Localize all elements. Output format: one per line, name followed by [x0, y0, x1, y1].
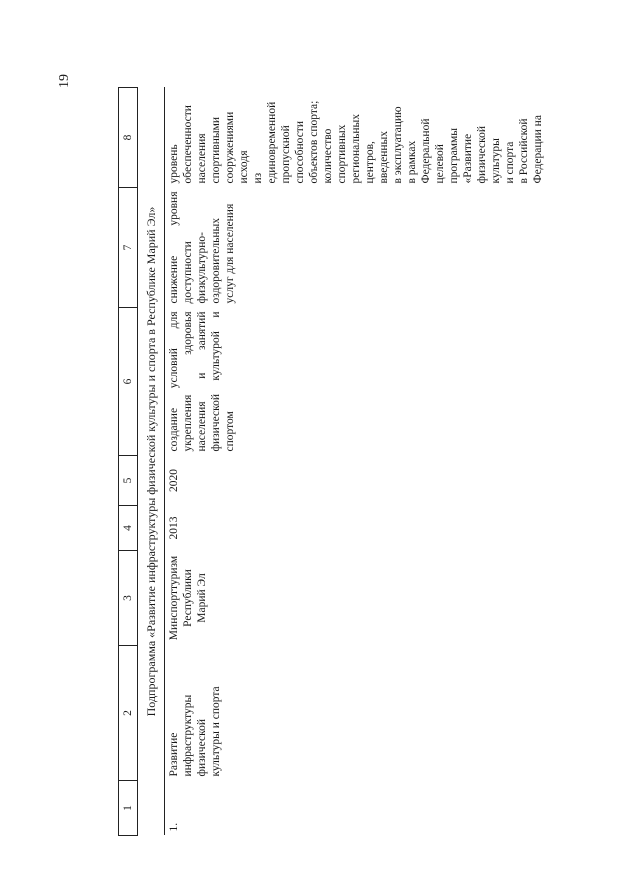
- page-number: 19: [57, 74, 72, 88]
- executor: Минспорттуризм Республики Марий Эл: [168, 555, 208, 641]
- indicators: уровень обеспеченности населения спортивными сооружениями исходя из единовременной пропускной способности объектов спорта; количество спортивных региональных центров, введенных в эксплуатацию в рамках Федеральной целевой программы «Развитие физической культуры и спорта в Российской Федерации на: [168, 100, 544, 184]
- rotated-table-page: [118, 88, 588, 836]
- start-year: 2013: [168, 516, 180, 540]
- column-number-row: [119, 88, 138, 836]
- column-number-header: 3: [119, 551, 138, 646]
- column-number-header: 7: [119, 188, 138, 308]
- table-row: [165, 88, 548, 836]
- measure-name: Развитие инфраструктуры физической культуры и спорта: [168, 686, 222, 777]
- column-number-header: 2: [119, 646, 138, 781]
- column-number-header: 4: [119, 506, 138, 551]
- subprogram-title-row: [138, 88, 165, 836]
- column-number-header: 8: [119, 88, 138, 188]
- column-number-header: 1: [119, 781, 138, 836]
- subprogram-title: Подпрограмма «Развитие инфраструктуры физической культуры и спорта в Республике Марий Эл»: [138, 88, 165, 836]
- consequences: снижение уровня доступности физкультурно-оздоровительных услуг для населения: [168, 191, 236, 304]
- activities-table: [118, 87, 547, 836]
- column-number-header: 5: [119, 456, 138, 506]
- expected-result: создание условий для укрепления здоровья населения и занятий физической культурой и спортом: [168, 311, 236, 452]
- row-number: 1.: [168, 822, 180, 832]
- column-number-header: 6: [119, 308, 138, 456]
- end-year: 2020: [168, 469, 180, 492]
